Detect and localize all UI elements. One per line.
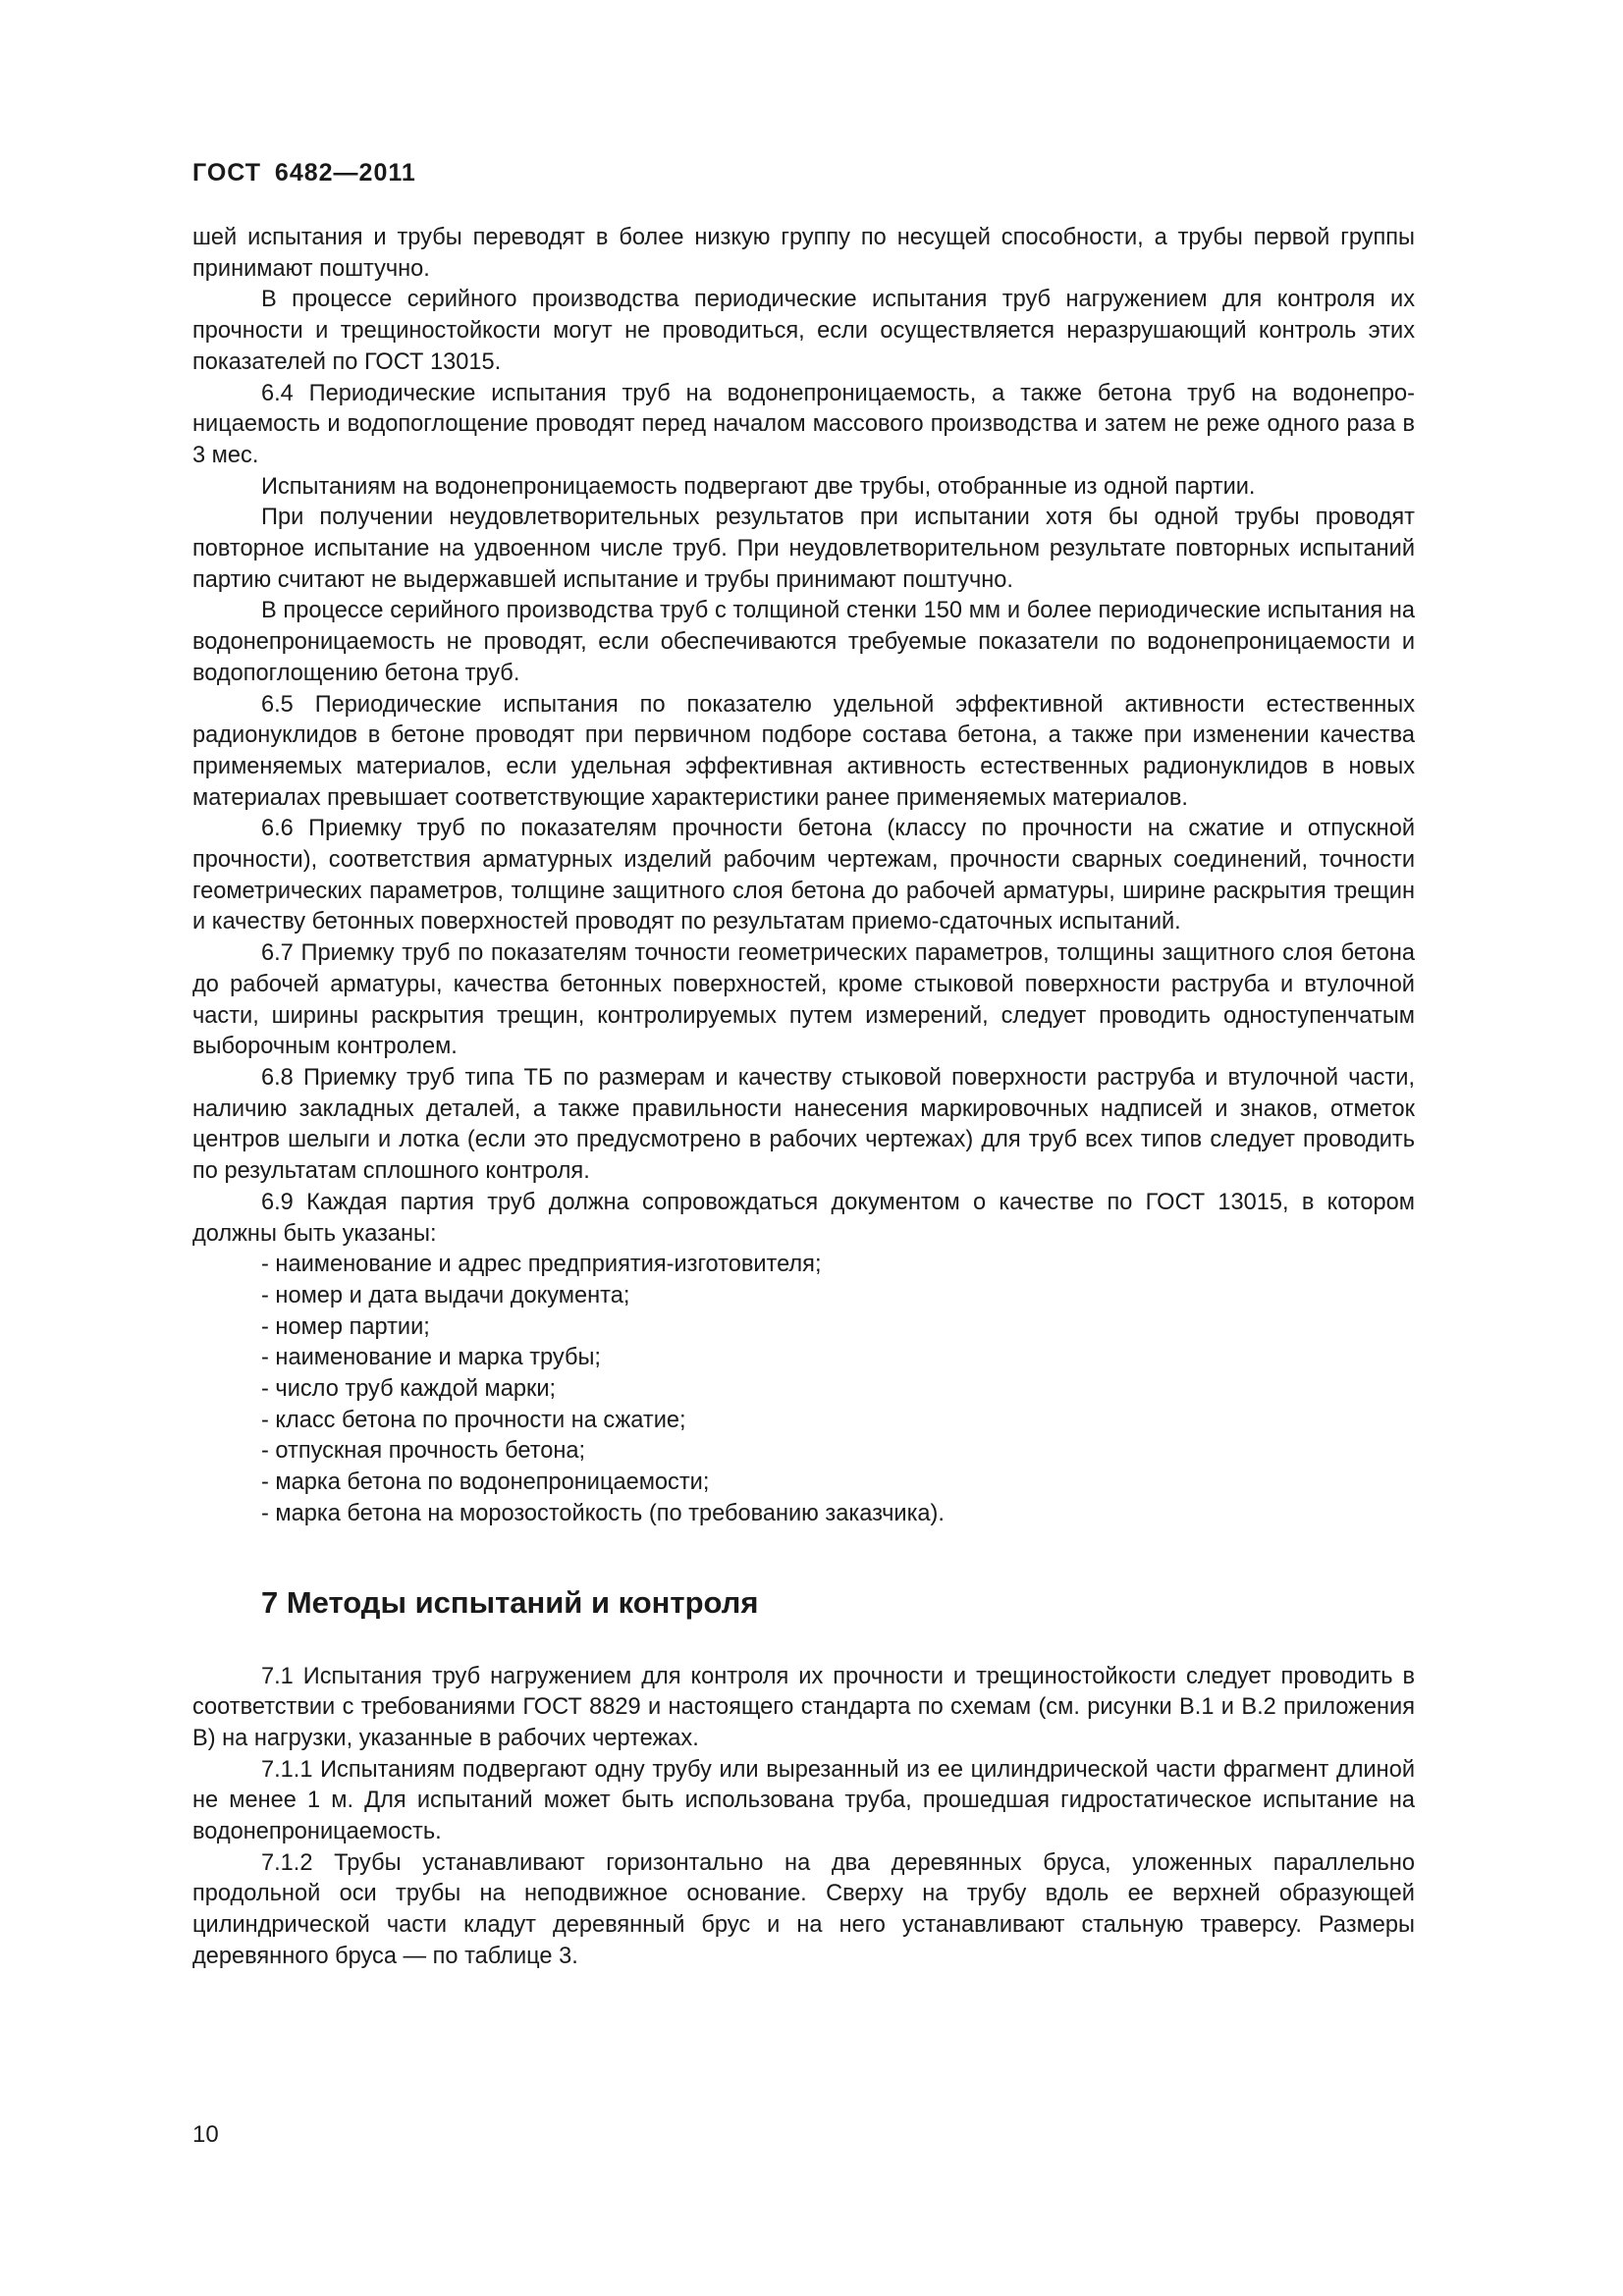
list-item: - номер партии; [261, 1313, 430, 1340]
list-item: - отпускная прочность бетона; [261, 1438, 586, 1465]
clause-6-5: 6.5 Периодические испытания по показателю удельной эффективной активности естественных радионуклидов в бетоне проводят при первичном подборе состава бетона, а также при изменении качества применяемых материалов, если удельная эффективная активность естественных радионуклидов в новых материалах превышает соответствующие характеристики ранее применяемых материалов. [192, 691, 1415, 811]
paragraph: В процессе серийного производства труб с толщиной стенки 150 мм и более периодические испытания на водонепроницаемость не проводят, если обеспечиваются требуемые показатели по водонепроницаемости и водопоглощению бетона труб. [192, 598, 1415, 686]
list-item: - марка бетона на морозостойкость (по требованию заказчика). [261, 1500, 945, 1526]
document-body [192, 223, 1415, 1973]
page-number: 10 [192, 2121, 219, 2148]
section-7-heading: 7 Методы испытаний и контроля [261, 1584, 759, 1620]
clause-6-8: 6.8 Приемку труб типа ТБ по размерам и качеству стыковой поверхности раструба и втулочной части, наличию закладных деталей, а также правильности нанесения маркировочных надписей и знаков, отметок центров шелыги и лотка (если это предусмотрено в рабочих чертежах) для труб всех типов следует проводить по результатам сплошного контроля. [192, 1064, 1415, 1185]
clause-6-9: 6.9 Каждая партия труб должна сопровождаться документом о качестве по ГОСТ 13015, в котором должны быть указаны: [192, 1189, 1415, 1247]
standard-header: ГОСТ 6482—2011 [192, 159, 416, 187]
paragraph: При получении неудовлетворительных результатов при испытании хотя бы одной трубы проводят повторное испытание на удвоенном числе труб. При неудовлетворительном результате повторных испытаний партию считают не выдержавшей испытание и трубы принимают поштучно. [192, 505, 1415, 593]
paragraph: Испытаниям на водонепроницаемость подвергают две трубы, отобранные из одной партии. [261, 473, 1256, 500]
list-item: - число труб каждой марки; [261, 1376, 557, 1403]
list-item: - наименование и марка трубы; [261, 1345, 601, 1371]
list-item: - марка бетона по водонепроницаемости; [261, 1469, 710, 1496]
list-item: - класс бетона по прочности на сжатие; [261, 1407, 686, 1433]
paragraph: В процессе серийного производства периодические испытания труб нагружением для контроля их прочности и трещиностойкости могут не проводиться, если осуществляется неразрушающий контроль этих показателей по ГОСТ 13015. [192, 287, 1415, 375]
list-item: - номер и дата выдачи документа; [261, 1282, 630, 1308]
clause-6-4: 6.4 Периодические испытания труб на водонепроницаемость, а также бетона труб на водонепроницаемость и водопоглощение проводят перед началом массового производства и затем не реже одного раза в 3 мес. [192, 380, 1415, 468]
clause-6-7: 6.7 Приемку труб по показателям точности геометрических параметров, толщины защитного слоя бетона до рабочей арматуры, качества бетонных поверхностей, кроме стыковой поверхности раструба и втулочной части, ширины раскрытия трещин, контролируемых путем измерений, следует проводить одноступенчатым выборочным контролем. [192, 940, 1415, 1060]
clause-7-1-1: 7.1.1 Испытаниям подвергают одну трубу или вырезанный из ее цилиндрической части фрагмент длиной не менее 1 м. Для испытаний может быть использована труба, прошедшая гидростатическое испытание на водонепроницаемость. [192, 1756, 1415, 1845]
clause-7-1-2: 7.1.2 Трубы устанавливают горизонтально на два деревянных бруса, уложенных параллельно продольной оси трубы на неподвижное основание. Сверху на трубу вдоль ее верхней образующей цилиндрической части кладут деревянный брус и на него устанавливают стальную траверсу. Размеры деревянного бруса — по таблице 3. [192, 1849, 1415, 1969]
paragraph-continuation: шей испытания и трубы переводят в более низкую группу по несущей способности, а трубы первой группы принимают поштучно. [192, 225, 1415, 282]
clause-7-1: 7.1 Испытания труб нагружением для контроля их прочности и трещиностойкости следует проводить в соответствии с требованиями ГОСТ 8829 и настоящего стандарта по схемам (см. рисунки В.1 и В.2 приложения В) на нагрузки, указанные в рабочих чертежах. [192, 1663, 1415, 1751]
list-item: - наименование и адрес предприятия-изготовителя; [261, 1252, 822, 1278]
clause-6-6: 6.6 Приемку труб по показателям прочности бетона (классу по прочности на сжатие и отпускной прочности), соответствия арматурных изделий рабочим чертежам, прочности сварных соединений, точности геометрических параметров, толщине защитного слоя бетона до рабочей арматуры, ширине раскрытия трещин и качеству бетонных поверхностей проводят по результатам приемо-сдаточных испытаний. [192, 816, 1415, 935]
